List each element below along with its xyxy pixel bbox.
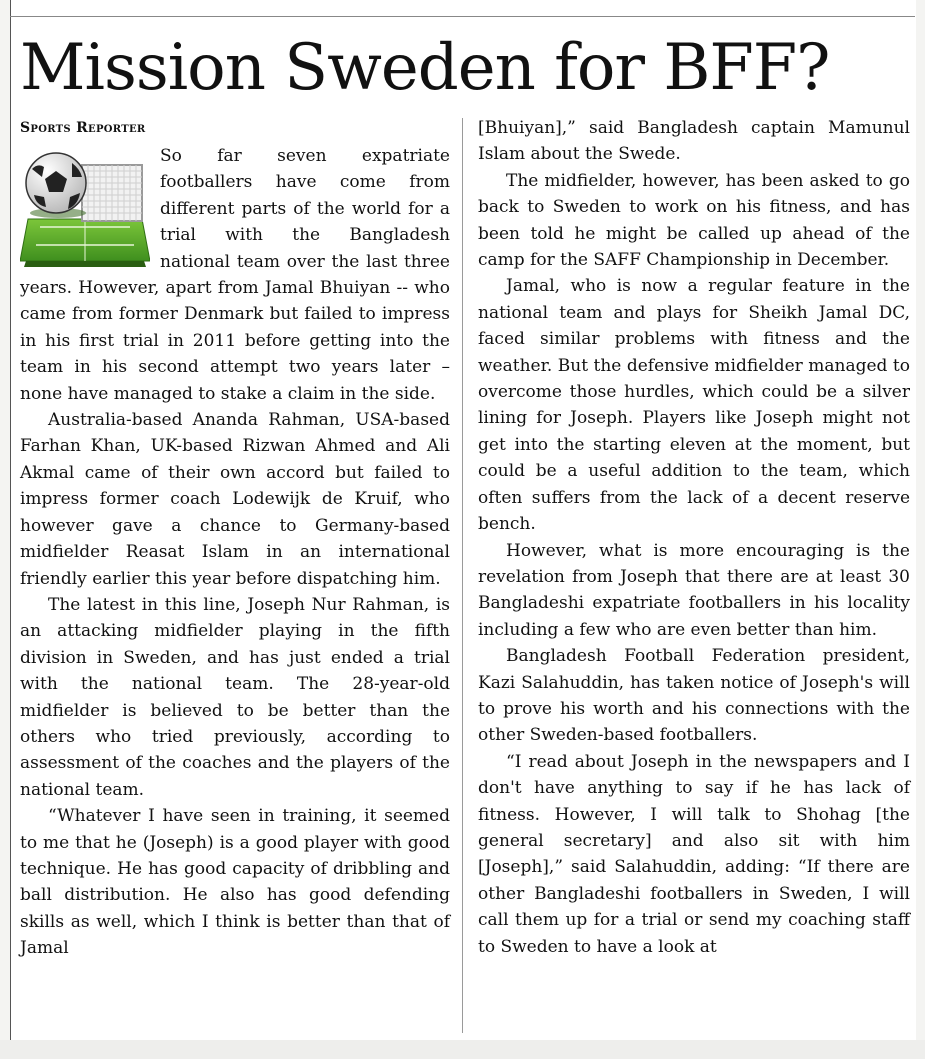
- headline: Mission Sweden for BFF?: [20, 31, 830, 105]
- column-2: [478, 115, 910, 960]
- top-rule: [10, 16, 915, 17]
- paragraph: Australia-based Ananda Rahman, USA-based Farhan Khan, UK-based Rizwan Ahmed and Ali Akmal came of their own accord but failed to impress former coach Lodewijk de Kruif, who however gave a chance to Germany-based midfielder Reasat Islam in an international friendly earlier this year before dispatching him.: [20, 410, 450, 589]
- byline: Sports Reporter: [20, 120, 146, 136]
- paragraph: “I read about Joseph in the newspapers and I don't have anything to say if he has lack of fitness. However, I will talk to Shohag [the general secretary] and also sit with him [Joseph],” said Salahuddin, adding: “If there are other Bangladeshi footballers in Sweden, I will call them up for a trial or send my coaching staff to Sweden to have a look at: [478, 751, 910, 957]
- paragraph: However, what is more encouraging is the revelation from Joseph that there are at least 30 Bangladeshi expatriate footballers in his locality including a few who are even better than him.: [478, 540, 910, 640]
- paragraph: [Bhuiyan],” said Bangladesh captain Mamunul Islam about the Swede.: [478, 118, 910, 165]
- bottom-margin: [0, 1040, 925, 1059]
- football-goal-illustration: [20, 149, 150, 269]
- column-1: [20, 115, 450, 962]
- paragraph: “Whatever I have seen in training, it seemed to me that he (Joseph) is a good player with good technique. He has good capacity of dribbling and ball distribution. He also has good defending skills as well, which I think is better than that of Jamal: [20, 806, 450, 959]
- paragraph: The latest in this line, Joseph Nur Rahman, is an attacking midfielder playing in the fifth division in Sweden, and has just ended a trial with the national team. The 28-year-old midfielder is believed to be better than the others who tried previously, according to assessment of the coaches and the players of the national team.: [20, 594, 450, 800]
- column-divider: [462, 118, 463, 1033]
- paragraph: The midfielder, however, has been asked to go back to Sweden to work on his fitness, and has been told he might be called up ahead of the camp for the SAFF Championship in December.: [478, 170, 910, 271]
- paragraph: Jamal, who is now a regular feature in the national team and plays for Sheikh Jamal DC, faced similar problems with fitness and the weather. But the defensive midfielder managed to overcome those hurdles, which could be a silver lining for Joseph. Players like Joseph might not get into the starting eleven at the moment, but could be a useful addition to the team, which often suffers from the lack of a decent reserve bench.: [478, 276, 910, 535]
- paragraph: So far seven expatriate footballers have come from different parts of the world for a trial with the Bangladesh national team over the last three years. However, apart from Jamal Bhuiyan -- who came from former Denmark but failed to impress in his first trial in 2011 before getting into the team in his second attempt two years later – none have managed to stake a claim in the side.: [20, 146, 450, 404]
- paragraph: Bangladesh Football Federation president, Kazi Salahuddin, has taken notice of Joseph's will to prove his worth and his connections with the other Sweden-based footballers.: [478, 646, 910, 746]
